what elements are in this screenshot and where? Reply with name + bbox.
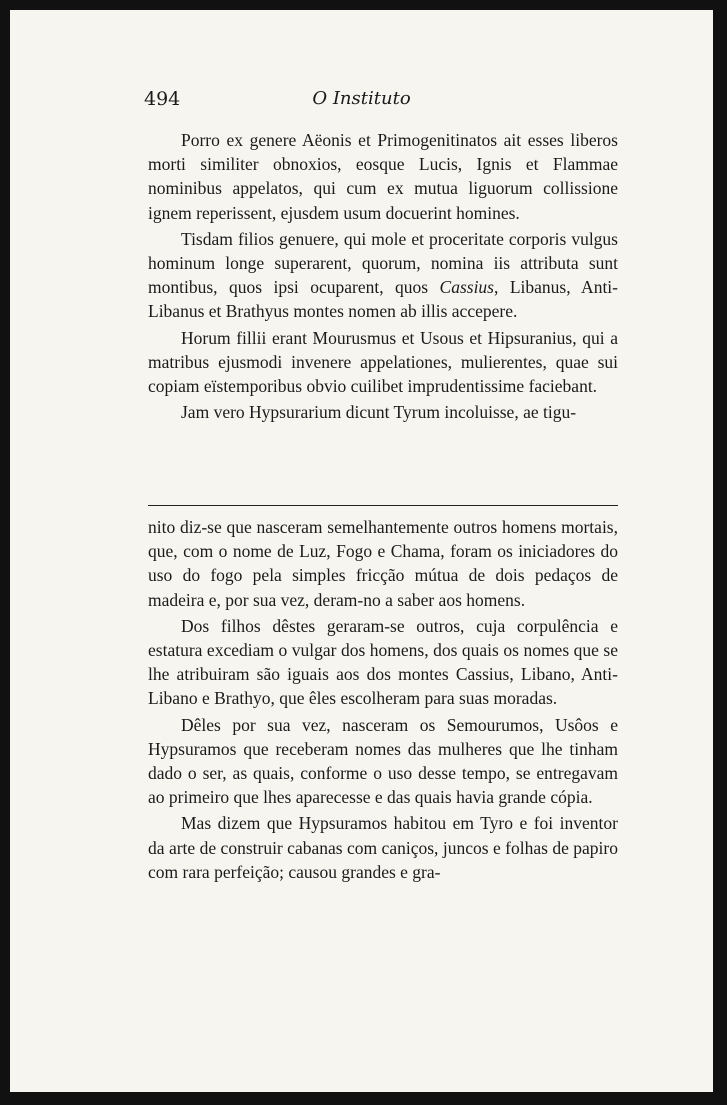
latin-paragraph-4: Jam vero Hypsurarium dicunt Tyrum incoluisse, ae tigu-	[181, 402, 577, 423]
latin-paragraph-1: Porro ex genere Aëonis et Primogenitinatos ait esses liberos morti similiter obnoxios, eosque Lucis, Ignis et Flammae nominibus appelatos, qui cum ex mutua liguorum collissione ignem reperissent, ejusdem usum docuerint homines.	[148, 130, 618, 223]
portuguese-paragraph-3: Dêles por sua vez, nasceram os Semourumos, Usôos e Hypsuramos que receberam nomes das mulheres que lhe tinham dado o ser, as quais, conforme o uso desse tempo, se entregavam ao primeiro que lhes aparecesse e das quais havia grande cópia.	[148, 714, 618, 808]
book-page	[10, 10, 713, 1092]
portuguese-translation-block	[148, 515, 618, 886]
italic-name-cassius: Cassius	[439, 277, 494, 298]
section-divider	[148, 505, 618, 506]
portuguese-paragraph-4: Mas dizem que Hypsuramos habitou em Tyro e foi inventor da arte de construir cabanas com caniços, juncos e folhas de papiro com rara perfeição; causou grandes e gra-	[148, 813, 618, 882]
page-header	[10, 88, 713, 118]
running-title: O Instituto	[312, 88, 411, 109]
latin-paragraph-2-end: , Libanus, Anti-Libanus et Brathyus montes nomen ab illis accepere.	[148, 277, 618, 322]
portuguese-paragraph-2: Dos filhos dêstes geraram-se outros, cuja corpulência e estatura excediam o vulgar dos homens, dos quais os nomes que se lhe atribuiram são iguais aos dos montes Cassius, Libano, Anti-Libano e Brathyo, que êles escolheram para suas moradas.	[148, 615, 618, 709]
latin-text-block	[148, 128, 618, 426]
latin-paragraph-3: Horum fillii erant Mourusmus et Usous et Hipsuranius, qui a matribus ejusmodi invenere appelationes, mulierentes, quae sui copiam eïstemporibus obvio cuilibet imprudentissime faciebant.	[148, 327, 618, 397]
latin-paragraph-2-start: Tisdam filios genuere, qui mole et proceritate corporis vulgus hominum longe superarent, quorum, nomina iis attributa sunt montibus, quos ipsi ocuparent, quos	[148, 228, 618, 298]
page-number: 494	[144, 88, 181, 110]
latin-paragraph-2	[148, 227, 618, 324]
portuguese-paragraph-1: nito diz-se que nasceram semelhantemente outros homens mortais, que, com o nome de Luz, Fogo e Chama, foram os iniciadores do uso do fogo pela simples fricção mútua de dois pedaços de madeira e, por sua vez, deram-no a saber aos homens.	[148, 517, 618, 610]
